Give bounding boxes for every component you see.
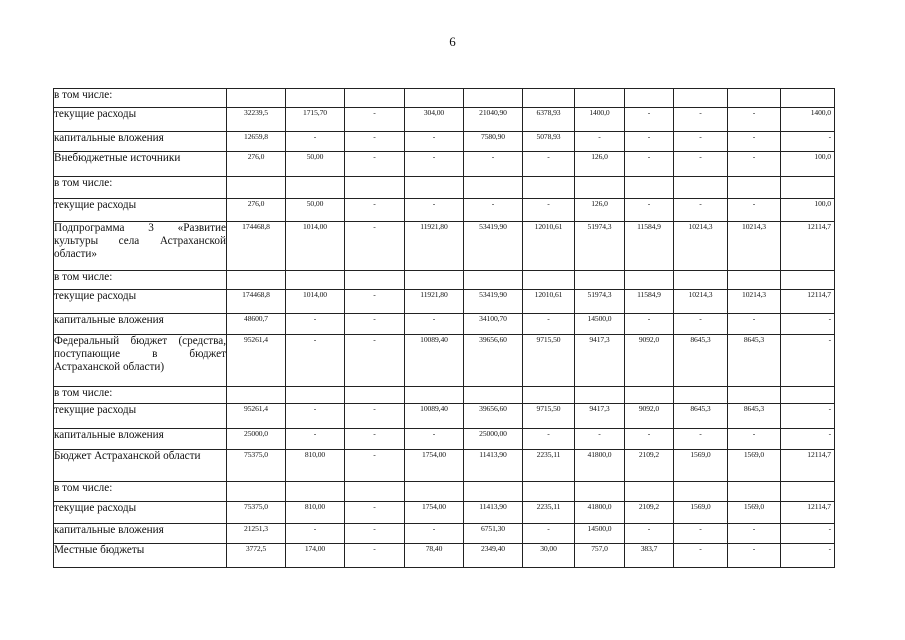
value-cell: 2109,2 xyxy=(625,450,674,482)
value-cell: - xyxy=(728,199,781,222)
value-cell: 53419,90 xyxy=(464,290,523,314)
value-cell: - xyxy=(625,524,674,544)
table-row xyxy=(54,314,835,335)
value-cell: 1569,0 xyxy=(728,450,781,482)
value-cell xyxy=(781,271,835,290)
value-cell: 30,00 xyxy=(523,544,575,568)
value-cell: 34100,70 xyxy=(464,314,523,335)
row-label: в том числе: xyxy=(54,177,227,199)
value-cell: 10214,3 xyxy=(674,222,728,271)
value-cell xyxy=(227,387,286,404)
value-cell xyxy=(674,89,728,108)
page-number: 6 xyxy=(449,34,456,49)
table-row xyxy=(54,387,835,404)
value-cell: 3772,5 xyxy=(227,544,286,568)
value-cell xyxy=(674,177,728,199)
value-cell xyxy=(625,177,674,199)
table-row xyxy=(54,429,835,450)
value-cell xyxy=(625,482,674,502)
value-cell: - xyxy=(345,108,405,132)
value-cell: - xyxy=(464,152,523,177)
value-cell: - xyxy=(625,314,674,335)
value-cell: 126,0 xyxy=(575,199,625,222)
value-cell: 50,00 xyxy=(286,199,345,222)
value-cell xyxy=(286,177,345,199)
value-cell: - xyxy=(345,314,405,335)
value-cell: 21040,90 xyxy=(464,108,523,132)
value-cell: - xyxy=(674,152,728,177)
value-cell: - xyxy=(674,544,728,568)
row-label: текущие расходы xyxy=(54,290,227,314)
value-cell: - xyxy=(625,108,674,132)
value-cell: - xyxy=(286,132,345,152)
table-row xyxy=(54,450,835,482)
value-cell: 2109,2 xyxy=(625,502,674,524)
value-cell: 50,00 xyxy=(286,152,345,177)
value-cell: 95261,4 xyxy=(227,404,286,429)
row-label: капитальные вложения xyxy=(54,314,227,335)
value-cell xyxy=(227,89,286,108)
value-cell xyxy=(345,89,405,108)
table-row xyxy=(54,177,835,199)
value-cell xyxy=(523,482,575,502)
value-cell: - xyxy=(625,152,674,177)
value-cell: 8645,3 xyxy=(674,335,728,387)
value-cell: 48600,7 xyxy=(227,314,286,335)
value-cell: - xyxy=(781,429,835,450)
value-cell: 1014,00 xyxy=(286,222,345,271)
value-cell: 2235,11 xyxy=(523,450,575,482)
value-cell xyxy=(523,271,575,290)
value-cell: - xyxy=(674,132,728,152)
value-cell: 95261,4 xyxy=(227,335,286,387)
row-label: Федеральный бюджет (средства, поступающие в бюджет Астраханской области) xyxy=(54,335,227,387)
value-cell xyxy=(728,482,781,502)
value-cell: - xyxy=(728,314,781,335)
value-cell: 25000,0 xyxy=(227,429,286,450)
value-cell: 10214,3 xyxy=(674,290,728,314)
value-cell: 10089,40 xyxy=(405,404,464,429)
value-cell xyxy=(625,89,674,108)
value-cell: - xyxy=(345,450,405,482)
table-row xyxy=(54,524,835,544)
value-cell xyxy=(464,387,523,404)
table-row xyxy=(54,335,835,387)
table-row xyxy=(54,89,835,108)
value-cell: - xyxy=(625,132,674,152)
value-cell: 304,00 xyxy=(405,108,464,132)
value-cell: - xyxy=(345,152,405,177)
value-cell: - xyxy=(523,314,575,335)
value-cell xyxy=(405,271,464,290)
value-cell: - xyxy=(345,404,405,429)
value-cell xyxy=(575,177,625,199)
value-cell xyxy=(345,387,405,404)
value-cell xyxy=(674,482,728,502)
value-cell: - xyxy=(625,429,674,450)
value-cell xyxy=(575,271,625,290)
value-cell: 1400,0 xyxy=(575,108,625,132)
value-cell: 100,0 xyxy=(781,199,835,222)
value-cell xyxy=(464,177,523,199)
row-label: Подпрограмма 3 «Развитие культуры села Астраханской области» xyxy=(54,222,227,271)
value-cell: 39656,60 xyxy=(464,404,523,429)
value-cell: - xyxy=(464,199,523,222)
value-cell: 1569,0 xyxy=(674,502,728,524)
value-cell xyxy=(464,482,523,502)
value-cell: - xyxy=(345,544,405,568)
row-label: текущие расходы xyxy=(54,108,227,132)
value-cell: 1569,0 xyxy=(674,450,728,482)
value-cell: - xyxy=(405,524,464,544)
value-cell: 9092,0 xyxy=(625,335,674,387)
value-cell: 11413,90 xyxy=(464,502,523,524)
table-row xyxy=(54,108,835,132)
value-cell xyxy=(781,482,835,502)
value-cell: 2349,40 xyxy=(464,544,523,568)
value-cell: - xyxy=(345,132,405,152)
value-cell: 7580,90 xyxy=(464,132,523,152)
value-cell: 1400,0 xyxy=(781,108,835,132)
value-cell: 1754,00 xyxy=(405,450,464,482)
value-cell xyxy=(781,177,835,199)
value-cell: 100,0 xyxy=(781,152,835,177)
value-cell: - xyxy=(728,524,781,544)
value-cell: - xyxy=(286,404,345,429)
value-cell: 10214,3 xyxy=(728,290,781,314)
value-cell: - xyxy=(674,108,728,132)
row-label: текущие расходы xyxy=(54,404,227,429)
value-cell: 1715,70 xyxy=(286,108,345,132)
row-label: капитальные вложения xyxy=(54,429,227,450)
table-row xyxy=(54,482,835,502)
value-cell: 6378,93 xyxy=(523,108,575,132)
value-cell: 12010,61 xyxy=(523,290,575,314)
row-label: текущие расходы xyxy=(54,502,227,524)
table-row xyxy=(54,404,835,429)
value-cell: 12010,61 xyxy=(523,222,575,271)
value-cell: - xyxy=(405,152,464,177)
table-row xyxy=(54,544,835,568)
value-cell: 8645,3 xyxy=(728,335,781,387)
value-cell: 12114,7 xyxy=(781,502,835,524)
value-cell: 75375,0 xyxy=(227,502,286,524)
table-row xyxy=(54,502,835,524)
value-cell xyxy=(345,482,405,502)
table-body xyxy=(54,89,835,568)
value-cell: - xyxy=(781,314,835,335)
row-label: Бюджет Астраханской области xyxy=(54,450,227,482)
table-row xyxy=(54,132,835,152)
value-cell: 276,0 xyxy=(227,152,286,177)
value-cell xyxy=(674,271,728,290)
value-cell: 12114,7 xyxy=(781,290,835,314)
value-cell: - xyxy=(405,314,464,335)
value-cell: 1014,00 xyxy=(286,290,345,314)
value-cell xyxy=(286,387,345,404)
value-cell: - xyxy=(674,429,728,450)
value-cell: 276,0 xyxy=(227,199,286,222)
budget-table xyxy=(53,88,835,568)
row-label: Местные бюджеты xyxy=(54,544,227,568)
value-cell: - xyxy=(575,132,625,152)
value-cell xyxy=(523,387,575,404)
value-cell xyxy=(728,271,781,290)
row-label: капитальные вложения xyxy=(54,524,227,544)
value-cell: 757,0 xyxy=(575,544,625,568)
value-cell: 11584,9 xyxy=(625,290,674,314)
value-cell: 75375,0 xyxy=(227,450,286,482)
value-cell: 41800,0 xyxy=(575,450,625,482)
value-cell xyxy=(523,177,575,199)
value-cell: 174,00 xyxy=(286,544,345,568)
table-row xyxy=(54,290,835,314)
value-cell: 2235,11 xyxy=(523,502,575,524)
value-cell: 51974,3 xyxy=(575,222,625,271)
value-cell: - xyxy=(345,199,405,222)
value-cell xyxy=(405,89,464,108)
value-cell: - xyxy=(728,132,781,152)
table-row xyxy=(54,222,835,271)
row-label: в том числе: xyxy=(54,271,227,290)
value-cell: 174468,8 xyxy=(227,222,286,271)
value-cell: 14500,0 xyxy=(575,524,625,544)
value-cell: - xyxy=(286,524,345,544)
value-cell: 126,0 xyxy=(575,152,625,177)
value-cell: 1569,0 xyxy=(728,502,781,524)
value-cell xyxy=(575,387,625,404)
value-cell: 11921,80 xyxy=(405,290,464,314)
value-cell: - xyxy=(781,524,835,544)
value-cell: 11921,80 xyxy=(405,222,464,271)
value-cell xyxy=(405,387,464,404)
value-cell xyxy=(728,387,781,404)
value-cell: - xyxy=(781,335,835,387)
value-cell xyxy=(286,271,345,290)
value-cell: 174468,8 xyxy=(227,290,286,314)
value-cell: 5078,93 xyxy=(523,132,575,152)
value-cell xyxy=(781,387,835,404)
value-cell: 14500,0 xyxy=(575,314,625,335)
value-cell xyxy=(464,271,523,290)
row-label: в том числе: xyxy=(54,482,227,502)
value-cell: - xyxy=(728,429,781,450)
value-cell xyxy=(405,177,464,199)
value-cell xyxy=(523,89,575,108)
value-cell: - xyxy=(345,290,405,314)
value-cell: 9092,0 xyxy=(625,404,674,429)
value-cell: - xyxy=(405,199,464,222)
value-cell: - xyxy=(674,524,728,544)
value-cell: - xyxy=(728,152,781,177)
value-cell xyxy=(405,482,464,502)
value-cell: - xyxy=(345,222,405,271)
value-cell: - xyxy=(625,199,674,222)
value-cell: - xyxy=(286,429,345,450)
value-cell: 1754,00 xyxy=(405,502,464,524)
value-cell: - xyxy=(405,429,464,450)
row-label: капитальные вложения xyxy=(54,132,227,152)
value-cell xyxy=(345,271,405,290)
value-cell xyxy=(286,482,345,502)
value-cell: 10214,3 xyxy=(728,222,781,271)
value-cell xyxy=(728,177,781,199)
value-cell: 53419,90 xyxy=(464,222,523,271)
value-cell: - xyxy=(523,152,575,177)
value-cell: 11413,90 xyxy=(464,450,523,482)
value-cell: 383,7 xyxy=(625,544,674,568)
value-cell: - xyxy=(523,199,575,222)
value-cell: - xyxy=(781,404,835,429)
value-cell: 41800,0 xyxy=(575,502,625,524)
value-cell xyxy=(286,89,345,108)
value-cell xyxy=(227,271,286,290)
row-label: текущие расходы xyxy=(54,199,227,222)
value-cell xyxy=(781,89,835,108)
value-cell: - xyxy=(674,314,728,335)
value-cell xyxy=(728,89,781,108)
value-cell xyxy=(464,89,523,108)
value-cell: 9417,3 xyxy=(575,404,625,429)
value-cell: 39656,60 xyxy=(464,335,523,387)
table-row xyxy=(54,271,835,290)
value-cell xyxy=(227,482,286,502)
value-cell xyxy=(575,89,625,108)
value-cell xyxy=(345,177,405,199)
value-cell: - xyxy=(523,524,575,544)
value-cell: 78,40 xyxy=(405,544,464,568)
value-cell: - xyxy=(345,524,405,544)
value-cell: 6751,30 xyxy=(464,524,523,544)
value-cell: 9715,50 xyxy=(523,404,575,429)
value-cell: 810,00 xyxy=(286,502,345,524)
row-label: в том числе: xyxy=(54,89,227,108)
value-cell: 12114,7 xyxy=(781,222,835,271)
value-cell: - xyxy=(345,502,405,524)
value-cell xyxy=(227,177,286,199)
value-cell: - xyxy=(781,132,835,152)
table-row xyxy=(54,152,835,177)
value-cell: 21251,3 xyxy=(227,524,286,544)
value-cell xyxy=(575,482,625,502)
value-cell: - xyxy=(674,199,728,222)
value-cell: 9715,50 xyxy=(523,335,575,387)
value-cell: 12659,8 xyxy=(227,132,286,152)
value-cell: - xyxy=(728,108,781,132)
value-cell: 8645,3 xyxy=(674,404,728,429)
value-cell: - xyxy=(728,544,781,568)
value-cell: 51974,3 xyxy=(575,290,625,314)
value-cell: 11584,9 xyxy=(625,222,674,271)
value-cell: - xyxy=(345,429,405,450)
value-cell xyxy=(625,387,674,404)
row-label: Внебюджетные источники xyxy=(54,152,227,177)
value-cell: - xyxy=(286,335,345,387)
value-cell: 9417,3 xyxy=(575,335,625,387)
value-cell: - xyxy=(405,132,464,152)
value-cell: - xyxy=(781,544,835,568)
table-row xyxy=(54,199,835,222)
value-cell: - xyxy=(523,429,575,450)
value-cell: 12114,7 xyxy=(781,450,835,482)
value-cell: 810,00 xyxy=(286,450,345,482)
value-cell: 25000,00 xyxy=(464,429,523,450)
value-cell: 8645,3 xyxy=(728,404,781,429)
value-cell xyxy=(674,387,728,404)
value-cell: 32239,5 xyxy=(227,108,286,132)
row-label: в том числе: xyxy=(54,387,227,404)
value-cell: - xyxy=(345,335,405,387)
value-cell xyxy=(625,271,674,290)
value-cell: - xyxy=(286,314,345,335)
value-cell: 10089,40 xyxy=(405,335,464,387)
value-cell: - xyxy=(575,429,625,450)
